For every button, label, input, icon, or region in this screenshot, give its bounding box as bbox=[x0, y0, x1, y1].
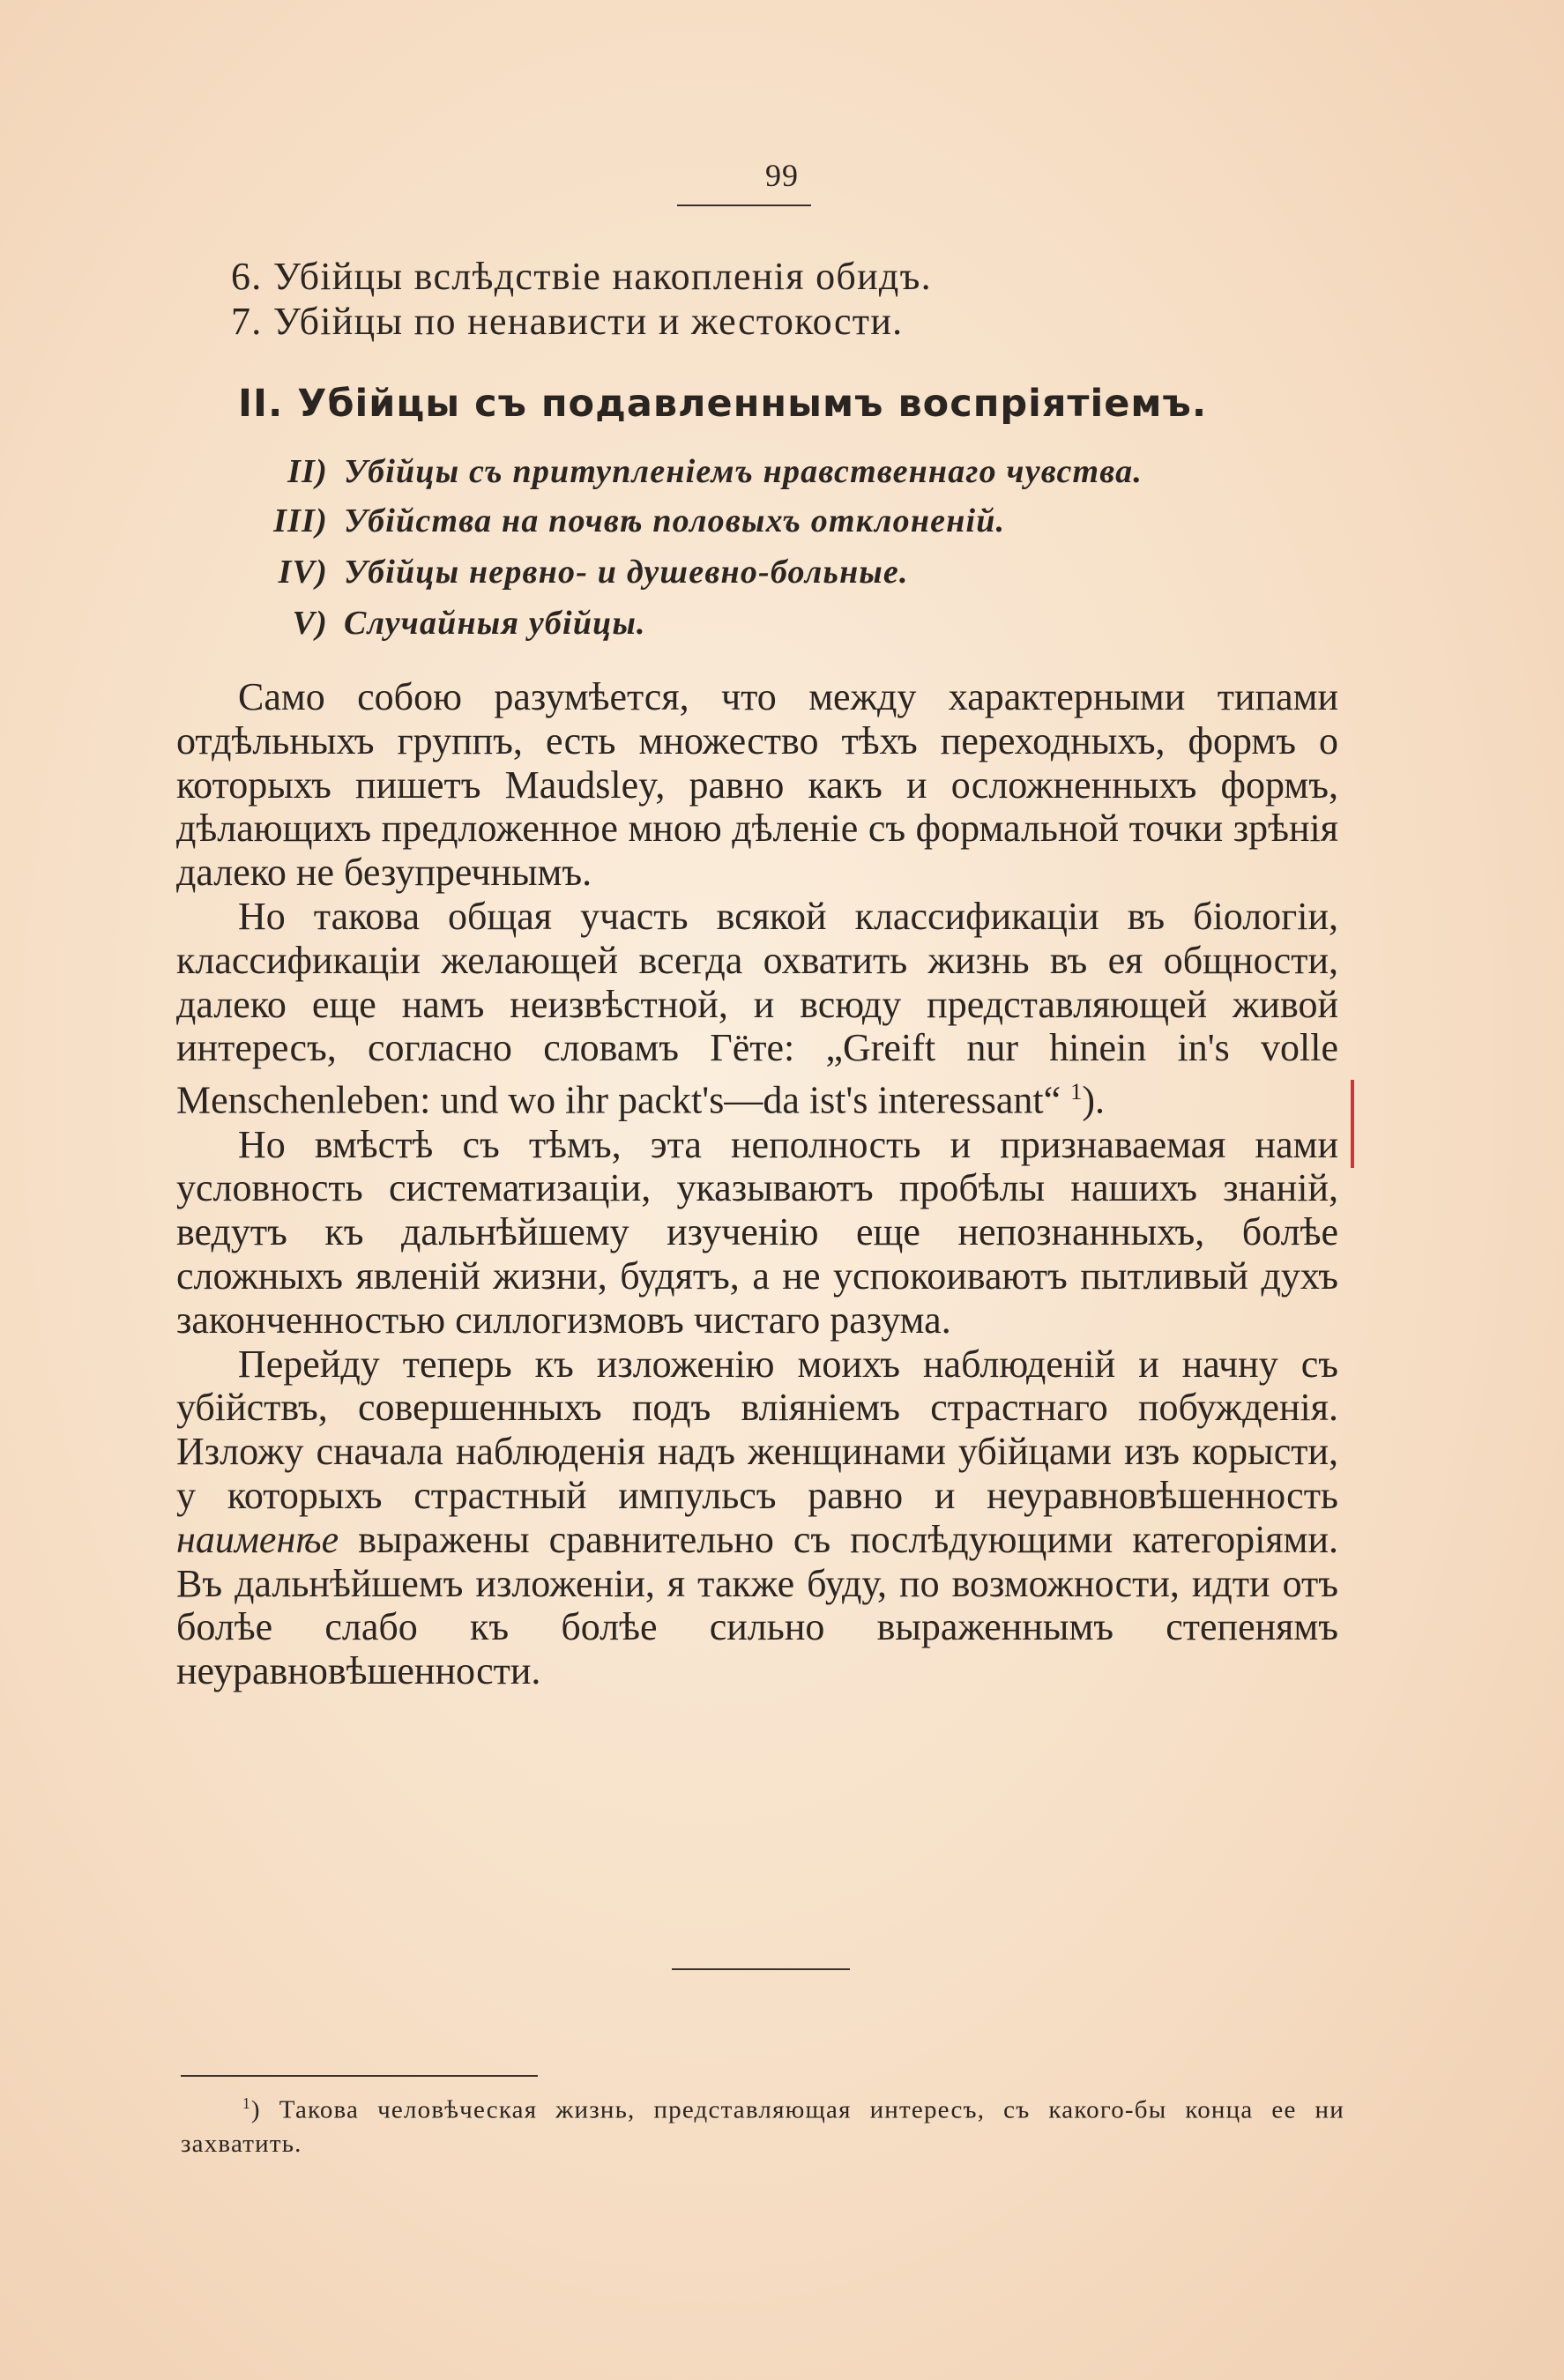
subsection-number: III) bbox=[273, 502, 328, 539]
margin-mark bbox=[1351, 1080, 1354, 1168]
paragraph: Но вмѣстѣ съ тѣмъ, эта неполность и признаваемая нами условность систематизаціи, указываютъ пробѣлы нашихъ знаній, ведутъ къ дальнѣйшему изученію еще непознанныхъ, болѣе сложныхъ явленій жизни, будятъ, а не успокоиваютъ пытливый духъ законченностью силлогизмовъ чистаго разума. bbox=[176, 1122, 1338, 1342]
subsection-item bbox=[264, 452, 1143, 491]
emphasis: наименѣе bbox=[176, 1517, 339, 1561]
subsection-number: II) bbox=[287, 453, 328, 490]
footnote-ref: 1 bbox=[1070, 1078, 1083, 1105]
footnote-rule bbox=[181, 2075, 538, 2077]
subsection-item bbox=[252, 502, 1005, 540]
page-number: 99 bbox=[765, 158, 799, 193]
paragraph: Само собою разумѣется, что между характерными типами отдѣльныхъ группъ, есть множество тѣхъ переходныхъ, формъ о которыхъ пишетъ Maudsley, равно какъ и осложненныхъ формъ, дѣлающихъ предложенное мною дѣленіе съ формальной точки зрѣнія далеко не безупречнымъ. bbox=[176, 675, 1338, 895]
paragraph bbox=[176, 1342, 1338, 1693]
paragraph-text: выражены сравнительно съ послѣдующими категоріями. Въ дальнѣйшемъ изложеніи, я также буду, по возможности, идти отъ болѣе слабо къ болѣе сильно выраженнымъ степенямъ неуравновѣшенности. bbox=[176, 1517, 1339, 1693]
list-item: 7. Убійцы по ненависти и жестокости. bbox=[231, 300, 904, 343]
paragraph-text: Перейду теперь къ изложенію моихъ наблюденій и начну съ убійствъ, совершенныхъ подъ вліяніемъ страстнаго побужденія. Изложу сначала наблюденія надъ женщинами убійцами изъ корысти, у которыхъ страстный импульсъ равно и неуравновѣшенность bbox=[176, 1342, 1338, 1517]
subsection-text: Убійцы нервно- и душевно-больные. bbox=[344, 554, 909, 591]
subsection-text: Убійцы съ притупленіемъ нравственнаго чувства. bbox=[344, 453, 1143, 490]
subsection-text: Случайныя убійцы. bbox=[344, 605, 646, 642]
subsection-text: Убійства на почвѣ половыхъ отклоненій. bbox=[344, 502, 1006, 539]
footnote bbox=[181, 2086, 1344, 2161]
page-number-rule bbox=[677, 205, 811, 206]
paragraph bbox=[176, 895, 1338, 1123]
footnote-text: Такова человѣческая жизнь, представляющая интересъ, съ какого-бы конца ее ни захватить. bbox=[181, 2095, 1344, 2158]
subsection-number: IV) bbox=[278, 554, 328, 591]
subsection-item bbox=[279, 604, 646, 643]
list-item: 6. Убійцы вслѣдствіе накопленія обидъ. bbox=[231, 255, 932, 298]
paragraph-text: Но такова общая участь всякой классификаціи въ біологіи, классификаціи желающей всегда охватить жизнь въ ея общности, далеко еще намъ неизвѣстной, и всюду представляющей живой интересъ, согласно словамъ Гёте: „Greift nur hinein in's volle Menschenleben: und wo ihr packt's—da ist's interessant“ bbox=[176, 894, 1338, 1122]
body-text bbox=[176, 675, 1338, 1693]
subsection-number: V) bbox=[292, 605, 328, 642]
end-rule bbox=[672, 1968, 850, 1970]
section-heading: II. Убійцы съ подавленнымъ воспріятіемъ. bbox=[238, 382, 1208, 426]
subsection-item bbox=[261, 553, 909, 591]
footnote-close: ) bbox=[250, 2095, 261, 2124]
footnote-marker: 1 bbox=[242, 2094, 251, 2112]
paragraph-end: ). bbox=[1082, 1078, 1106, 1122]
